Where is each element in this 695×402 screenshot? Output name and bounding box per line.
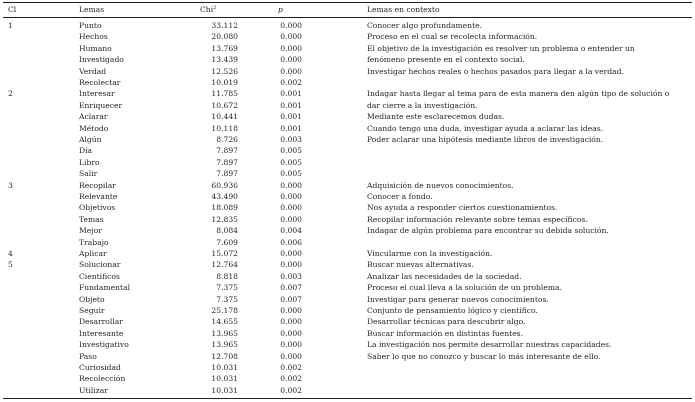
bottom-rule (3, 398, 692, 399)
cell-lema: Trabajo (79, 237, 109, 247)
cell-chi: 8.726 (216, 135, 238, 144)
cell-context: Buscar información en distintas fuentes. (367, 328, 523, 338)
cell-p: 0.000 (280, 306, 302, 315)
cell-chi: 10.031 (211, 363, 238, 372)
cell-context: Proceso en el cual se recolecta información. (367, 32, 538, 42)
cell-chi: 15.072 (211, 249, 238, 258)
cell-context: Investigar hechos reales o hechos pasados para llegar a la verdad. (367, 66, 624, 76)
cell-chi: 7.897 (216, 169, 238, 179)
cell-chi: 10.031 (211, 374, 238, 384)
cell-context: Mediante este esclarecemos dudas. (367, 112, 505, 122)
cell-chi: 60.936 (211, 180, 238, 190)
cell-chi: 33.112 (211, 21, 238, 30)
cell-context: Recopilar información relevante sobre temas específicos. (367, 214, 588, 224)
cell-context: La investigación nos permite desarrollar nuestras capacidades. (367, 340, 612, 350)
cell-lema: Interesante (79, 328, 124, 338)
cell-context: Buscar nuevas alternativas. (367, 260, 474, 270)
cell-chi: 7.375 (216, 294, 238, 304)
cell-lema: Enriquecer (79, 100, 123, 110)
cell-p: 0.003 (280, 271, 302, 281)
cell-lema: Objeto (79, 294, 105, 304)
cell-lema: Solucionar (79, 260, 121, 270)
cell-lema: Curiosidad (79, 363, 121, 372)
cell-chi: 10.441 (211, 112, 238, 122)
cell-lema: Utilizar (79, 385, 108, 395)
cell-lema: Interesar (79, 89, 115, 99)
cell-context: Analizar las necesidades de la sociedad. (367, 271, 522, 281)
cell-chi: 12.764 (211, 260, 238, 270)
cell-p: 0.006 (280, 237, 302, 247)
cell-context: Conocer a fondo. (367, 192, 433, 201)
cell-p: 0.005 (280, 169, 302, 179)
cell-chi: 7.609 (216, 237, 238, 247)
cell-context: Desarrollar técnicas para descubrir algo. (367, 317, 526, 327)
header-chi (200, 5, 216, 15)
cell-p: 0.005 (280, 157, 302, 167)
cell-lema: Investigativo (79, 340, 129, 350)
cell-p: 0.002 (280, 374, 302, 384)
cell-chi: 14.655 (211, 317, 238, 327)
cell-p: 0.004 (280, 226, 302, 236)
cell-context: Cuando tengo una duda, investigar ayuda a aclarar las ideas. (367, 123, 604, 133)
cell-lema: Algún (79, 135, 102, 144)
cell-context: Nos ayuda a responder ciertos cuestionamientos. (367, 203, 558, 213)
cell-chi: 25.178 (211, 306, 238, 315)
header-lemas: Lemas (79, 5, 105, 14)
cell-p: 0.007 (280, 294, 302, 304)
cell-context: fenómeno presente en el contexto social. (367, 55, 525, 65)
cell-p: 0.000 (280, 214, 302, 224)
cell-chi: 13.439 (211, 55, 238, 65)
cell-cl: 1 (8, 21, 13, 30)
cell-p: 0.000 (280, 32, 302, 42)
cell-chi: 10.672 (211, 100, 238, 110)
cell-context: Saber lo que no conozco y buscar lo más interesante de ello. (367, 351, 601, 361)
cell-lema: Recolección (79, 374, 126, 384)
cell-chi: 13.965 (211, 340, 238, 350)
cell-p: 0.007 (280, 283, 302, 293)
cell-chi: 7.375 (216, 283, 238, 293)
top-rule (3, 2, 692, 3)
cell-context: Poder aclarar una hipótesis mediante libros de investigación. (367, 135, 604, 144)
cell-cl: 4 (8, 249, 13, 258)
cell-chi: 12.708 (211, 351, 238, 361)
cell-p: 0.000 (280, 21, 302, 30)
cell-p: 0.000 (280, 249, 302, 258)
header-chi-superscript: 2 (213, 5, 217, 11)
cell-p: 0.000 (280, 340, 302, 350)
cell-lema: Relevante (79, 192, 118, 201)
cell-chi: 10.031 (211, 385, 238, 395)
cell-p: 0.002 (280, 363, 302, 372)
cell-lema: Recopilar (79, 180, 116, 190)
cell-p: 0.000 (280, 328, 302, 338)
cell-lema: Verdad (79, 66, 107, 76)
cell-p: 0.000 (280, 192, 302, 201)
cell-lema: Método (79, 123, 109, 133)
cell-context: Proceso el cual lleva a la solución de un problema. (367, 283, 562, 293)
header-rule (3, 17, 692, 18)
cell-chi: 10.118 (211, 123, 238, 133)
cell-context: Investigar para generar nuevos conocimientos. (367, 294, 549, 304)
cell-lema: Temas (79, 214, 104, 224)
cell-p: 0.000 (280, 351, 302, 361)
header-p: p (278, 5, 283, 14)
cell-lema: Paso (79, 351, 97, 361)
cell-lema: Científicos (79, 271, 120, 281)
cell-chi: 12.526 (211, 66, 238, 76)
header-chi-text: Chi (200, 5, 214, 14)
cell-p: 0.001 (280, 89, 302, 99)
cell-p: 0.000 (280, 260, 302, 270)
cell-p: 0.000 (280, 317, 302, 327)
cell-chi: 43.490 (211, 192, 238, 201)
cell-lema: Salir (79, 169, 98, 179)
cell-context: dar cierre a la investigación. (367, 100, 478, 110)
cell-p: 0.001 (280, 123, 302, 133)
cell-lema: Punto (79, 21, 102, 30)
cell-context: El objetivo de la investigación es resolver un problema o entender un (367, 43, 635, 53)
cell-lema: Día (79, 146, 93, 156)
cell-chi: 11.785 (211, 89, 238, 99)
cell-context: Adquisición de nuevos conocimientos. (367, 180, 514, 190)
cell-lema: Mejor (79, 226, 102, 236)
cell-lema: Seguir (79, 306, 105, 315)
cell-p: 0.003 (280, 135, 302, 144)
cell-lema: Libro (79, 157, 100, 167)
cell-p: 0.000 (280, 43, 302, 53)
cell-cl: 5 (8, 260, 13, 270)
cell-context: Vincularme con la investigación. (367, 249, 493, 258)
header-context: Lemas en contexto (367, 5, 440, 14)
cell-p: 0.000 (280, 55, 302, 65)
cell-chi: 7.897 (216, 157, 238, 167)
cell-cl: 3 (8, 180, 13, 190)
cell-context: Indagar hasta llegar al tema para de esta manera den algún tipo de solución o (367, 89, 670, 99)
cell-p: 0.000 (280, 203, 302, 213)
cell-lema: Aclarar (79, 112, 108, 122)
cell-lema: Recolectar (79, 78, 121, 87)
cell-chi: 18.089 (211, 203, 238, 213)
cell-context: Conjunto de pensamiento lógico y científico. (367, 306, 538, 315)
cell-lema: Desarrollar (79, 317, 123, 327)
cell-lema: Hechos (79, 32, 108, 42)
cell-p: 0.002 (280, 78, 302, 87)
cell-p: 0.000 (280, 180, 302, 190)
cell-p: 0.005 (280, 146, 302, 156)
cell-chi: 10.019 (211, 78, 238, 87)
cell-chi: 13.965 (211, 328, 238, 338)
cell-lema: Objetivos (79, 203, 116, 213)
cell-chi: 20.080 (211, 32, 238, 42)
cell-context: Indagar de algún problema para encontrar su debida solución. (367, 226, 609, 236)
cell-p: 0.000 (280, 66, 302, 76)
cell-lema: Aplicar (79, 249, 107, 258)
cell-p: 0.001 (280, 112, 302, 122)
cell-chi: 8.818 (216, 271, 238, 281)
cell-cl: 2 (8, 89, 13, 99)
cell-lema: Fundamental (79, 283, 131, 293)
cell-chi: 7.897 (216, 146, 238, 156)
cell-chi: 8.084 (216, 226, 238, 236)
cell-lema: Humano (79, 43, 112, 53)
cell-chi: 12.835 (211, 214, 238, 224)
cell-p: 0.002 (280, 385, 302, 395)
cell-lema: Investigado (79, 55, 124, 65)
cell-chi: 13.769 (211, 43, 238, 53)
header-cl: Cl (8, 5, 17, 14)
cell-context: Conocer algo profundamente. (367, 21, 483, 30)
cell-p: 0.001 (280, 100, 302, 110)
